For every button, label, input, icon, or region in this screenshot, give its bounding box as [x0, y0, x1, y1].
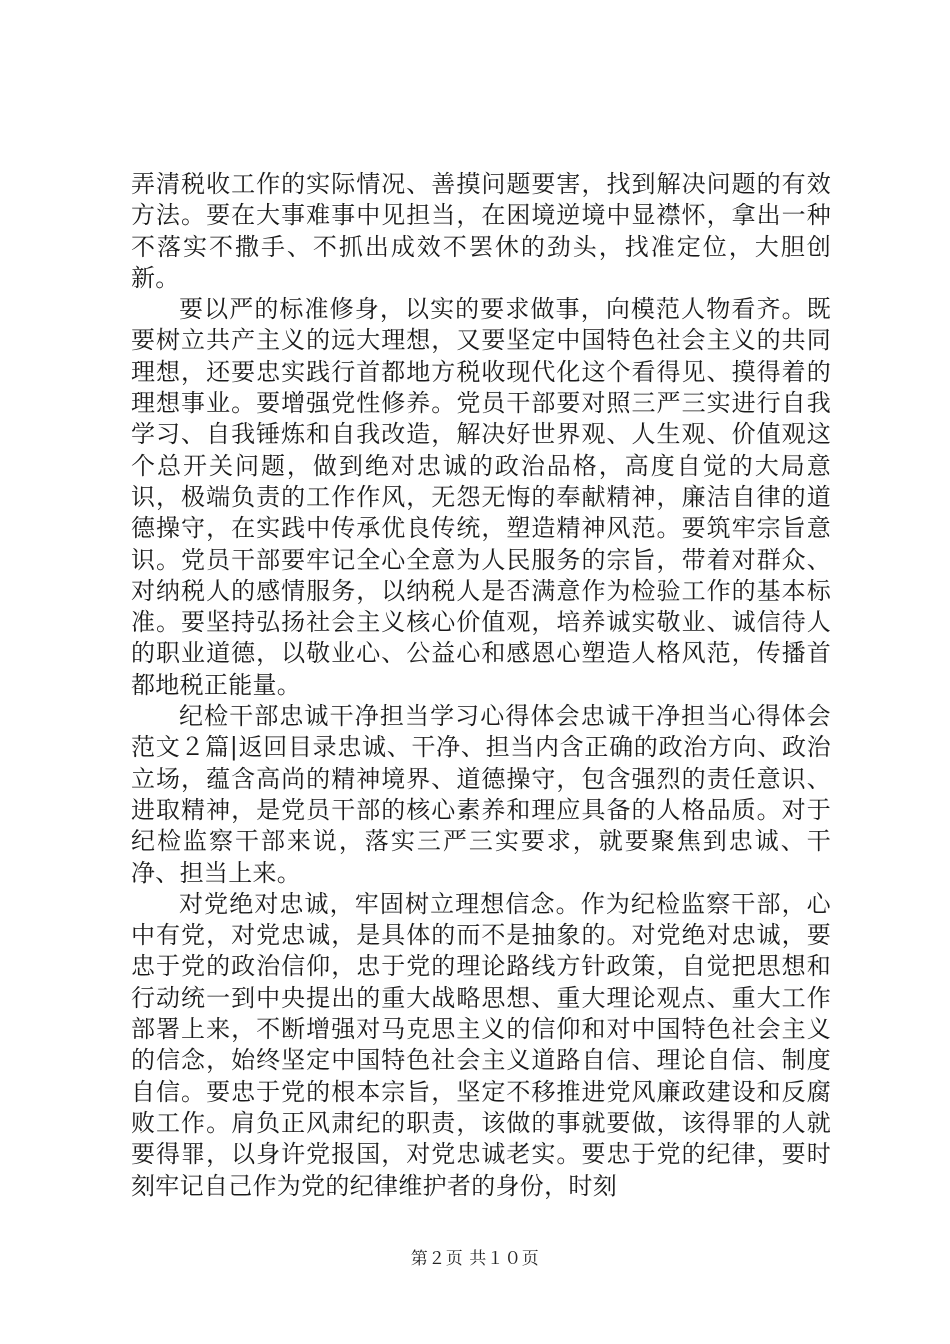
- document-body: [131, 169, 831, 1202]
- page-indicator: 第２页 共１０页: [410, 1249, 540, 1269]
- paragraph-3: 纪检干部忠诚干净担当学习心得体会忠诚干净担当心得体会范文２篇|返回目录忠诚、干净、担当内含正确的政治方向、政治立场，蕴含高尚的精神境界、道德操守，包含强烈的责任意识、进取精神，是党员干部的核心素养和理应具备的人格品质。对于纪检监察干部来说，落实三严三实要求，就要聚焦到忠诚、干净、担当上来。: [131, 702, 831, 887]
- paragraph-1: 弄清税收工作的实际情况、善摸问题要害，找到解决问题的有效方法。要在大事难事中见担当，在困境逆境中显襟怀，拿出一种不落实不撒手、不抓出成效不罢休的劲头，找准定位，大胆创新。: [131, 170, 831, 292]
- paragraph-2: 要以严的标准修身，以实的要求做事，向模范人物看齐。既要树立共产主义的远大理想，又要坚定中国特色社会主义的共同理想，还要忠实践行首都地方税收现代化这个看得见、摸得着的理想事业。要增强党性修养。党员干部要对照三严三实进行自我学习、自我锤炼和自我改造，解决好世界观、人生观、价值观这个总开关问题，做到绝对忠诚的政治品格，高度自觉的大局意识，极端负责的工作作风，无怨无悔的奉献精神，廉洁自律的道德操守，在实践中传承优良传统，塑造精神风范。要筑牢宗旨意识。党员干部要牢记全心全意为人民服务的宗旨，带着对群众、对纳税人的感情服务，以纳税人是否满意作为检验工作的基本标准。要坚持弘扬社会主义核心价值观，培养诚实敬业、诚信待人的职业道德，以敬业心、公益心和感恩心塑造人格风范，传播首都地税正能量。: [131, 295, 831, 699]
- page-footer: [0, 1244, 950, 1269]
- paragraph-4: 对党绝对忠诚，牢固树立理想信念。作为纪检监察干部，心中有党，对党忠诚，是具体的而不是抽象的。对党绝对忠诚，要忠于党的政治信仰，忠于党的理论路线方针政策，自觉把思想和行动统一到中央提出的重大战略思想、重大理论观点、重大工作部署上来，不断增强对马克思主义的信仰和对中国特色社会主义的信念，始终坚定中国特色社会主义道路自信、理论自信、制度自信。要忠于党的根本宗旨，坚定不移推进党风廉政建设和反腐败工作。肩负正风肃纪的职责，该做的事就要做，该得罪的人就要得罪，以身许党报国，对党忠诚老实。要忠于党的纪律，要时刻牢记自己作为党的纪律维护者的身份，时刻: [131, 889, 831, 1200]
